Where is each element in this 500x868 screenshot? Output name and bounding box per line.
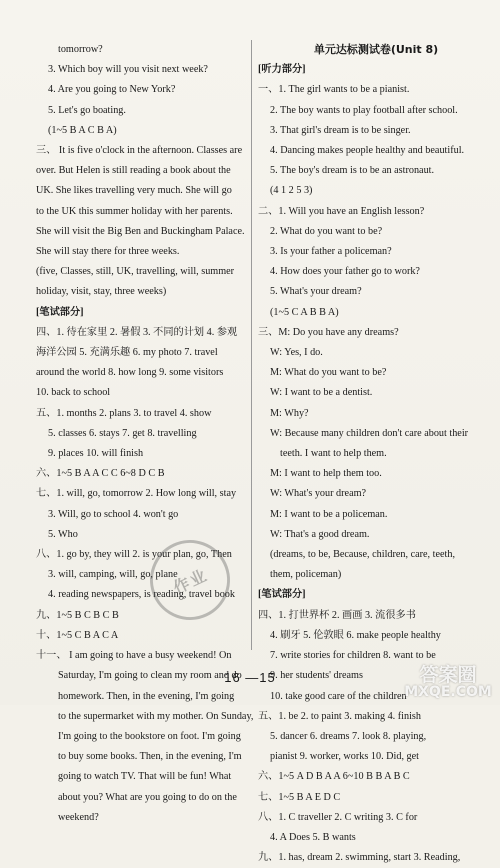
answer-line: (dreams, to be, Because, children, care, teeth, [270, 549, 455, 561]
answer-line: 4. Are you going to New York? [48, 84, 176, 96]
answer-line: 二、1. Will you have an English lesson? [258, 205, 425, 217]
answer-line: She will visit the Big Ben and Buckingham Palace. [36, 225, 245, 237]
answer-line: to the supermarket with my mother. On Sunday, [58, 710, 254, 722]
answer-line: 4. How does your father go to work? [270, 266, 420, 278]
answer-line: I'm going to the bookstore on foot. I'm going [58, 730, 241, 742]
answer-line: M: What do you want to be? [270, 367, 387, 379]
answer-line: 九、1~5 B C B C B [36, 609, 119, 621]
answer-line: 八、1. C traveller 2. C writing 3. C for [258, 811, 418, 823]
page-number: 16 —15 [224, 670, 276, 685]
answer-line: 7. write stories for children 8. want to be [270, 650, 436, 662]
answer-line: 3. That girl's dream is to be singer. [270, 124, 411, 136]
answer-line: 3. Is your father a policeman? [270, 246, 392, 258]
section-heading: [听力部分] [258, 64, 306, 76]
answer-line: W: What's your dream? [270, 488, 367, 500]
answer-line: 2. What do you want to be? [270, 225, 383, 237]
answer-line: 五、1. be 2. to paint 3. making 4. finish [258, 710, 421, 722]
answer-line: 六、1~5 B A A C C 6~8 D C B [36, 468, 165, 480]
watermark-url: MXQE.COM [404, 684, 492, 700]
column-divider [251, 40, 252, 650]
answer-line: (five, Classes, still, UK, travelling, will, summer [36, 266, 235, 278]
answer-line: (1~5 C A B B A) [270, 306, 339, 318]
answer-line: 四、1. 待在家里 2. 暑假 3. 不同的计划 4. 参观 [36, 326, 238, 338]
section-heading: [笔试部分] [258, 589, 306, 601]
answer-line: W: Yes, I do. [270, 347, 323, 359]
answer-line: about you? What are you going to do on the [58, 791, 237, 803]
answer-line: Saturday, I'm going to clean my room and do [58, 670, 242, 682]
right-column [258, 40, 494, 868]
answer-line: homework. Then, in the evening, I'm going [58, 690, 235, 702]
answer-line: 4. Dancing makes people healthy and beautiful. [270, 145, 465, 157]
right-column-lines [258, 60, 494, 868]
answer-line: to the UK this summer holiday with her parents. [36, 205, 233, 217]
answer-line: pianist 9. worker, works 10. Did, get [270, 751, 419, 763]
answer-line: over. But Helen is still reading a book about the [36, 165, 231, 177]
answer-line: weekend? [58, 811, 99, 823]
answer-line: to buy some books. Then, in the evening, I'm [58, 751, 242, 763]
answer-line: 4. A Does 5. B wants [270, 831, 356, 843]
answer-line: 五、1. months 2. plans 3. to travel 4. show [36, 407, 212, 419]
answer-line: 5. classes 6. stays 7. get 8. travelling [48, 427, 197, 439]
unit-title: 单元达标测试卷(Unit 8) [313, 43, 439, 56]
answer-line: 三、M: Do you have any dreams? [258, 326, 399, 338]
answer-line: 十一、 I am going to have a busy weekend! On [36, 650, 232, 662]
watermark-title: 答案圈 [419, 664, 477, 686]
answer-line: 十、1~5 C B A C A [36, 629, 119, 641]
answer-line: 9. her students' dreams [270, 670, 363, 682]
answer-line: 海洋公园 5. 充满乐趣 6. my photo 7. travel [36, 347, 218, 359]
answer-line: teeth. I want to help them. [280, 448, 387, 460]
answer-line: 四、1. 打世界杯 2. 画画 3. 流很多书 [258, 609, 416, 621]
answer-line: UK. She likes travelling very much. She will go [36, 185, 232, 197]
section-heading: [笔试部分] [36, 306, 84, 318]
answer-line: 3. will, camping, will, go, plane [48, 569, 178, 581]
answer-line: 一、1. The girl wants to be a pianist. [258, 84, 410, 96]
left-column [36, 40, 268, 828]
answer-line: 5. The boy's dream is to be an astronaut. [270, 165, 435, 177]
answer-line: them, policeman) [270, 569, 342, 581]
answer-line: W: That's a good dream. [270, 528, 370, 540]
answer-line: M: Why? [270, 407, 309, 419]
answer-line: 七、1~5 B A E D C [258, 791, 341, 803]
answer-line: (1~5 B A C B A) [48, 124, 117, 136]
answer-line: 4. 刷牙 5. 伦敦眼 6. make people healthy [270, 629, 441, 641]
answer-line: M: I want to be a policeman. [270, 508, 388, 520]
answer-line: 六、1~5 A D B A A 6~10 B B A B C [258, 771, 410, 783]
watermark-logo [402, 665, 494, 699]
answer-line: W: I want to be a dentist. [270, 387, 373, 399]
answer-line: 4. reading newspapers, is reading, travel book [48, 589, 235, 601]
answer-line: 2. The boy wants to play football after school. [270, 104, 458, 116]
answer-line: 八、1. go by, they will 2. is your plan, go, Then [36, 549, 232, 561]
answer-line: 9. places 10. will finish [48, 448, 144, 460]
answer-line: around the world 8. how long 9. some visitors [36, 367, 224, 379]
answer-line: tomorrow? [58, 44, 103, 55]
answer-line: M: I want to help them too. [270, 468, 382, 480]
answer-line: She will stay there for three weeks. [36, 246, 180, 258]
answer-line: (4 1 2 5 3) [270, 185, 313, 197]
answer-line: 5. Who [48, 528, 78, 540]
answer-line: 10. take good care of the children [270, 690, 407, 702]
stamp: 作业 [137, 527, 243, 633]
answer-line: 七、1. will, go, tomorrow 2. How long will, stay [36, 488, 237, 500]
answer-line: W: Because many children don't care about their [270, 427, 469, 439]
answer-line: holiday, visit, stay, three weeks) [36, 286, 167, 298]
answer-line: 5. What's your dream? [270, 286, 362, 298]
answer-line: going to watch TV. That will be fun! What [58, 771, 232, 783]
answer-line: 3. Will, go to school 4. won't go [48, 508, 179, 520]
answer-line: 5. Let's go boating. [48, 104, 126, 116]
answer-line: 3. Which boy will you visit next week? [48, 64, 208, 76]
answer-line: 九、1. has, dream 2. swimming, start 3. Reading, [258, 852, 461, 864]
answer-line: 5. dancer 6. dreams 7. look 8. playing, [270, 730, 427, 742]
answer-line: 10. back to school [36, 387, 111, 399]
answer-line: 三、 It is five o'clock in the afternoon. Classes are [36, 145, 243, 157]
